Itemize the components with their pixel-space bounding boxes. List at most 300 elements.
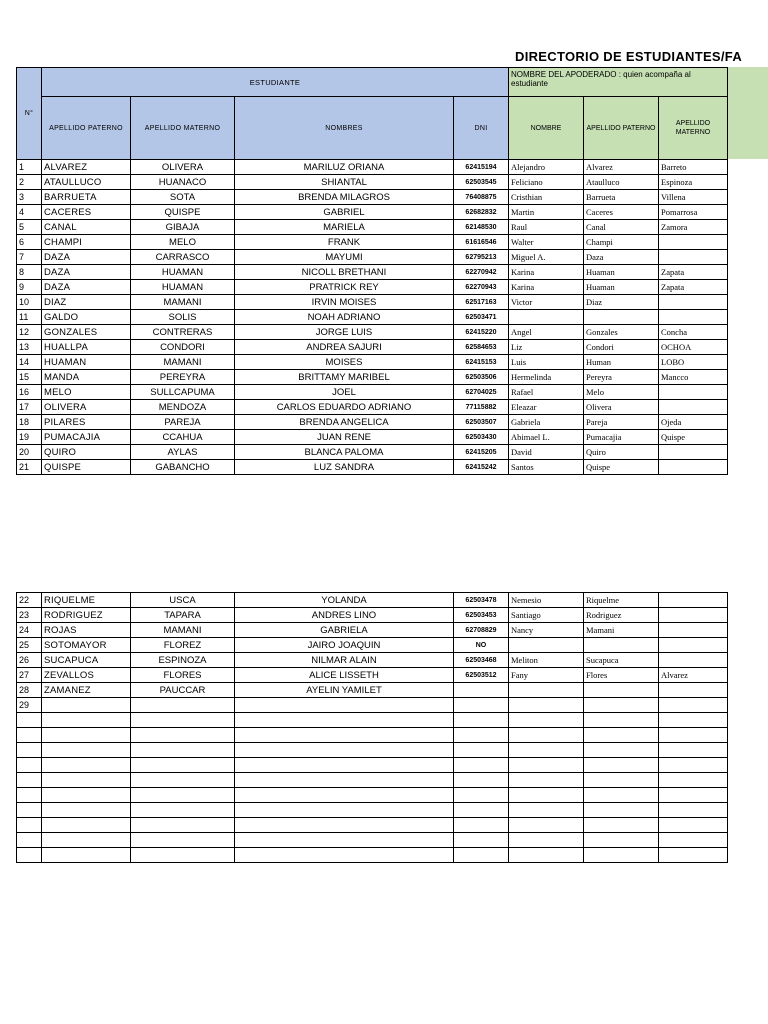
apellido-materno-cell: PAUCCAR: [131, 683, 235, 698]
apellido-materno-cell: AYLAS: [131, 445, 235, 460]
apoderado-materno-cell: Zapata: [659, 265, 728, 280]
bottom-rows: [17, 593, 728, 863]
apellido-materno-cell: USCA: [131, 593, 235, 608]
apoderado-nombre-cell: Luis: [509, 355, 584, 370]
dni-cell: 62415153: [454, 355, 509, 370]
nombres-cell: NOAH ADRIANO: [235, 310, 454, 325]
nombres-cell: ALICE LISSETH: [235, 668, 454, 683]
apellido-materno-cell: [131, 833, 235, 848]
nombres-cell: [235, 833, 454, 848]
apellido-paterno-cell: [42, 743, 131, 758]
row-number: 5: [17, 220, 42, 235]
table-row: [17, 818, 728, 833]
apellido-paterno-cell: MELO: [42, 385, 131, 400]
header-ap-materno: APELLIDO MATERNO: [659, 97, 728, 160]
apellido-paterno-cell: SUCAPUCA: [42, 653, 131, 668]
apoderado-paterno-cell: [584, 758, 659, 773]
apellido-paterno-cell: ALVAREZ: [42, 160, 131, 175]
dni-cell: 62682832: [454, 205, 509, 220]
dni-cell: 62503478: [454, 593, 509, 608]
apoderado-nombre-cell: Gabriela: [509, 415, 584, 430]
table-row: [17, 370, 728, 385]
table-row: [17, 280, 728, 295]
nombres-cell: LUZ SANDRA: [235, 460, 454, 475]
apoderado-nombre-cell: Raul: [509, 220, 584, 235]
apoderado-materno-cell: Quispe: [659, 430, 728, 445]
table-row: [17, 653, 728, 668]
apoderado-nombre-cell: Eleazar: [509, 400, 584, 415]
apoderado-paterno-cell: Sucapuca: [584, 653, 659, 668]
dni-cell: 62415194: [454, 160, 509, 175]
table-row: [17, 638, 728, 653]
dni-cell: [454, 683, 509, 698]
apoderado-materno-cell: [659, 773, 728, 788]
apellido-materno-cell: [131, 803, 235, 818]
header-dni: DNI: [454, 97, 509, 160]
apoderado-nombre-cell: [509, 698, 584, 713]
apoderado-materno-cell: Espinoza: [659, 175, 728, 190]
apellido-materno-cell: TAPARA: [131, 608, 235, 623]
row-number: 18: [17, 415, 42, 430]
header-nombre: NOMBRE: [509, 97, 584, 160]
page-title: DIRECTORIO DE ESTUDIANTES/FA: [515, 49, 743, 64]
row-number: 1: [17, 160, 42, 175]
apoderado-materno-cell: Zamora: [659, 220, 728, 235]
apoderado-paterno-cell: [584, 818, 659, 833]
table-row: [17, 415, 728, 430]
dni-cell: 62415242: [454, 460, 509, 475]
apoderado-materno-cell: [659, 593, 728, 608]
apellido-materno-cell: [131, 713, 235, 728]
apoderado-nombre-cell: Fany: [509, 668, 584, 683]
nombres-cell: CARLOS EDUARDO ADRIANO: [235, 400, 454, 415]
apoderado-materno-cell: [659, 713, 728, 728]
row-number: [17, 788, 42, 803]
apoderado-materno-cell: [659, 818, 728, 833]
apellido-paterno-cell: GONZALES: [42, 325, 131, 340]
apellido-paterno-cell: BARRUETA: [42, 190, 131, 205]
dni-cell: 62503506: [454, 370, 509, 385]
nombres-cell: SHIANTAL: [235, 175, 454, 190]
nombres-cell: [235, 743, 454, 758]
table-row: [17, 295, 728, 310]
row-number: 21: [17, 460, 42, 475]
apellido-materno-cell: FLORES: [131, 668, 235, 683]
apellido-paterno-cell: [42, 713, 131, 728]
apoderado-paterno-cell: Quispe: [584, 460, 659, 475]
apellido-paterno-cell: QUIRO: [42, 445, 131, 460]
row-number: 8: [17, 265, 42, 280]
apellido-materno-cell: CCAHUA: [131, 430, 235, 445]
apoderado-paterno-cell: [584, 788, 659, 803]
table-row: [17, 833, 728, 848]
apoderado-nombre-cell: [509, 803, 584, 818]
apellido-materno-cell: CONDORI: [131, 340, 235, 355]
table-row: [17, 400, 728, 415]
dni-cell: [454, 818, 509, 833]
apellido-materno-cell: MELO: [131, 235, 235, 250]
apoderado-paterno-cell: [584, 310, 659, 325]
apellido-materno-cell: MENDOZA: [131, 400, 235, 415]
apoderado-materno-cell: [659, 848, 728, 863]
row-number: [17, 818, 42, 833]
row-number: [17, 758, 42, 773]
apellido-paterno-cell: CHAMPI: [42, 235, 131, 250]
apoderado-materno-cell: Villena: [659, 190, 728, 205]
dni-cell: [454, 803, 509, 818]
apellido-materno-cell: ESPINOZA: [131, 653, 235, 668]
apoderado-nombre-cell: [509, 310, 584, 325]
table-row: [17, 340, 728, 355]
apellido-paterno-cell: CACERES: [42, 205, 131, 220]
apellido-paterno-cell: [42, 698, 131, 713]
apoderado-nombre-cell: Cristhian: [509, 190, 584, 205]
students-table-top: [16, 67, 728, 475]
nombres-cell: ANDREA SAJURI: [235, 340, 454, 355]
apoderado-materno-cell: [659, 623, 728, 638]
row-number: 19: [17, 430, 42, 445]
apoderado-nombre-cell: Angel: [509, 325, 584, 340]
nombres-cell: BRENDA ANGELICA: [235, 415, 454, 430]
header-no: N°: [17, 68, 42, 160]
apellido-paterno-cell: ZAMANEZ: [42, 683, 131, 698]
table-row: [17, 220, 728, 235]
nombres-cell: [235, 803, 454, 818]
apellido-paterno-cell: DIAZ: [42, 295, 131, 310]
dni-cell: [454, 833, 509, 848]
dni-cell: [454, 788, 509, 803]
row-number: 22: [17, 593, 42, 608]
header-estudiante: ESTUDIANTE: [42, 68, 509, 97]
row-number: [17, 833, 42, 848]
table-row: [17, 460, 728, 475]
table-row: [17, 205, 728, 220]
nombres-cell: ANDRES LINO: [235, 608, 454, 623]
nombres-cell: [235, 758, 454, 773]
apoderado-materno-cell: [659, 310, 728, 325]
row-number: 11: [17, 310, 42, 325]
row-number: 26: [17, 653, 42, 668]
table-row: [17, 355, 728, 370]
apoderado-paterno-cell: Pumacajia: [584, 430, 659, 445]
row-number: 24: [17, 623, 42, 638]
row-number: 9: [17, 280, 42, 295]
apoderado-paterno-cell: [584, 683, 659, 698]
apoderado-paterno-cell: Caceres: [584, 205, 659, 220]
nombres-cell: JAIRO JOAQUIN: [235, 638, 454, 653]
apellido-materno-cell: [131, 848, 235, 863]
header-apellido-paterno: APELLIDO PATERNO: [42, 97, 131, 160]
nombres-cell: PRATRICK REY: [235, 280, 454, 295]
apoderado-materno-cell: Zapata: [659, 280, 728, 295]
dni-cell: NO: [454, 638, 509, 653]
apellido-paterno-cell: [42, 848, 131, 863]
row-number: 16: [17, 385, 42, 400]
apellido-materno-cell: [131, 743, 235, 758]
apellido-paterno-cell: HUALLPA: [42, 340, 131, 355]
dni-cell: [454, 743, 509, 758]
apoderado-materno-cell: [659, 788, 728, 803]
apoderado-header-extension: [727, 67, 768, 159]
nombres-cell: NILMAR ALAIN: [235, 653, 454, 668]
apellido-paterno-cell: [42, 728, 131, 743]
apoderado-materno-cell: Barreto: [659, 160, 728, 175]
apoderado-paterno-cell: [584, 773, 659, 788]
apellido-paterno-cell: ROJAS: [42, 623, 131, 638]
apellido-materno-cell: HUANACO: [131, 175, 235, 190]
nombres-cell: MOISES: [235, 355, 454, 370]
apoderado-materno-cell: Mancco: [659, 370, 728, 385]
dni-cell: 62584653: [454, 340, 509, 355]
apellido-materno-cell: [131, 728, 235, 743]
apoderado-paterno-cell: Canal: [584, 220, 659, 235]
apellido-paterno-cell: ATAULLUCO: [42, 175, 131, 190]
apoderado-materno-cell: [659, 445, 728, 460]
dni-cell: [454, 713, 509, 728]
apoderado-nombre-cell: [509, 683, 584, 698]
apoderado-materno-cell: [659, 400, 728, 415]
apoderado-paterno-cell: Flores: [584, 668, 659, 683]
dni-cell: 62415205: [454, 445, 509, 460]
row-number: 20: [17, 445, 42, 460]
apoderado-nombre-cell: Karina: [509, 265, 584, 280]
apoderado-materno-cell: [659, 608, 728, 623]
row-number: 15: [17, 370, 42, 385]
apoderado-materno-cell: [659, 683, 728, 698]
table-row: [17, 250, 728, 265]
apellido-materno-cell: [131, 698, 235, 713]
apoderado-paterno-cell: Condori: [584, 340, 659, 355]
apoderado-paterno-cell: [584, 638, 659, 653]
dni-cell: [454, 728, 509, 743]
table-row: [17, 683, 728, 698]
row-number: 4: [17, 205, 42, 220]
nombres-cell: JOEL: [235, 385, 454, 400]
apoderado-nombre-cell: Rafael: [509, 385, 584, 400]
apoderado-materno-cell: [659, 743, 728, 758]
apellido-paterno-cell: PILARES: [42, 415, 131, 430]
nombres-cell: MARILUZ ORIANA: [235, 160, 454, 175]
apoderado-paterno-cell: Olivera: [584, 400, 659, 415]
apoderado-paterno-cell: [584, 728, 659, 743]
table-row: [17, 713, 728, 728]
row-number: 25: [17, 638, 42, 653]
apoderado-nombre-cell: [509, 818, 584, 833]
apellido-materno-cell: FLOREZ: [131, 638, 235, 653]
row-number: 23: [17, 608, 42, 623]
apoderado-nombre-cell: Nemesio: [509, 593, 584, 608]
table-row: [17, 265, 728, 280]
apoderado-materno-cell: [659, 728, 728, 743]
apoderado-paterno-cell: Quiro: [584, 445, 659, 460]
header-nombres: NOMBRES: [235, 97, 454, 160]
dni-cell: 62503512: [454, 668, 509, 683]
dni-cell: 61616546: [454, 235, 509, 250]
apoderado-nombre-cell: [509, 773, 584, 788]
table-row: [17, 788, 728, 803]
apoderado-nombre-cell: Hermelinda: [509, 370, 584, 385]
nombres-cell: MAYUMI: [235, 250, 454, 265]
table-row: [17, 848, 728, 863]
apoderado-materno-cell: Concha: [659, 325, 728, 340]
apoderado-nombre-cell: Abimael L.: [509, 430, 584, 445]
apoderado-materno-cell: OCHOA: [659, 340, 728, 355]
apoderado-paterno-cell: [584, 698, 659, 713]
table-row: [17, 445, 728, 460]
dni-cell: 62708829: [454, 623, 509, 638]
apoderado-paterno-cell: Huaman: [584, 280, 659, 295]
table-row: [17, 593, 728, 608]
apoderado-materno-cell: [659, 803, 728, 818]
apoderado-paterno-cell: Pareja: [584, 415, 659, 430]
apoderado-nombre-cell: Walter: [509, 235, 584, 250]
students-table-bottom: [16, 592, 728, 863]
table-row: [17, 623, 728, 638]
row-number: [17, 728, 42, 743]
table-row: [17, 758, 728, 773]
apoderado-paterno-cell: Alvarez: [584, 160, 659, 175]
table-row: [17, 773, 728, 788]
apoderado-nombre-cell: [509, 638, 584, 653]
apellido-materno-cell: MAMANI: [131, 623, 235, 638]
apellido-paterno-cell: OLIVERA: [42, 400, 131, 415]
dni-cell: 62503468: [454, 653, 509, 668]
nombres-cell: [235, 728, 454, 743]
dni-cell: 62270943: [454, 280, 509, 295]
row-number: [17, 773, 42, 788]
row-number: 3: [17, 190, 42, 205]
row-number: 17: [17, 400, 42, 415]
apoderado-paterno-cell: Barrueta: [584, 190, 659, 205]
apellido-materno-cell: MAMANI: [131, 355, 235, 370]
apellido-paterno-cell: DAZA: [42, 250, 131, 265]
apoderado-paterno-cell: Ataulluco: [584, 175, 659, 190]
table-row: [17, 698, 728, 713]
header-apellido-materno: APELLIDO MATERNO: [131, 97, 235, 160]
apoderado-nombre-cell: Victor: [509, 295, 584, 310]
apoderado-nombre-cell: [509, 833, 584, 848]
apellido-paterno-cell: PUMACAJIA: [42, 430, 131, 445]
apellido-paterno-cell: GALDO: [42, 310, 131, 325]
nombres-cell: JUAN RENE: [235, 430, 454, 445]
row-number: [17, 713, 42, 728]
apellido-materno-cell: CARRASCO: [131, 250, 235, 265]
dni-cell: 62503545: [454, 175, 509, 190]
apoderado-paterno-cell: [584, 803, 659, 818]
row-number: [17, 803, 42, 818]
apellido-materno-cell: [131, 758, 235, 773]
table-row: [17, 803, 728, 818]
apellido-paterno-cell: [42, 773, 131, 788]
nombres-cell: JORGE LUIS: [235, 325, 454, 340]
apoderado-materno-cell: [659, 758, 728, 773]
apoderado-nombre-cell: Santiago: [509, 608, 584, 623]
apoderado-paterno-cell: Huaman: [584, 265, 659, 280]
table-row: [17, 385, 728, 400]
table-row: [17, 160, 728, 175]
apoderado-materno-cell: [659, 385, 728, 400]
nombres-cell: GABRIEL: [235, 205, 454, 220]
nombres-cell: FRANK: [235, 235, 454, 250]
apoderado-nombre-cell: Martin: [509, 205, 584, 220]
row-number: 6: [17, 235, 42, 250]
apellido-materno-cell: HUAMAN: [131, 265, 235, 280]
nombres-cell: [235, 788, 454, 803]
dni-cell: 62503453: [454, 608, 509, 623]
apoderado-nombre-cell: Feliciano: [509, 175, 584, 190]
apellido-materno-cell: QUISPE: [131, 205, 235, 220]
row-number: 2: [17, 175, 42, 190]
apoderado-nombre-cell: Miguel A.: [509, 250, 584, 265]
apoderado-nombre-cell: Nancy: [509, 623, 584, 638]
apoderado-nombre-cell: David: [509, 445, 584, 460]
apellido-paterno-cell: DAZA: [42, 280, 131, 295]
apoderado-nombre-cell: [509, 743, 584, 758]
dni-cell: 76408875: [454, 190, 509, 205]
apoderado-nombre-cell: [509, 848, 584, 863]
apoderado-nombre-cell: [509, 728, 584, 743]
apellido-paterno-cell: RIQUELME: [42, 593, 131, 608]
apoderado-nombre-cell: Santos: [509, 460, 584, 475]
nombres-cell: IRVIN MOISES: [235, 295, 454, 310]
dni-cell: 62148530: [454, 220, 509, 235]
dni-cell: [454, 773, 509, 788]
row-number: 27: [17, 668, 42, 683]
apoderado-nombre-cell: [509, 713, 584, 728]
nombres-cell: [235, 818, 454, 833]
apoderado-materno-cell: [659, 235, 728, 250]
apellido-materno-cell: GABANCHO: [131, 460, 235, 475]
apellido-materno-cell: SOTA: [131, 190, 235, 205]
nombres-cell: BLANCA PALOMA: [235, 445, 454, 460]
dni-cell: [454, 848, 509, 863]
top-rows: [17, 160, 728, 475]
row-number: [17, 743, 42, 758]
apellido-paterno-cell: CANAL: [42, 220, 131, 235]
nombres-cell: MARIELA: [235, 220, 454, 235]
apellido-paterno-cell: MANDA: [42, 370, 131, 385]
apoderado-nombre-cell: Alejandro: [509, 160, 584, 175]
nombres-cell: GABRIELA: [235, 623, 454, 638]
apellido-materno-cell: SOLIS: [131, 310, 235, 325]
apoderado-paterno-cell: [584, 743, 659, 758]
dni-cell: 62795213: [454, 250, 509, 265]
apoderado-paterno-cell: Mamani: [584, 623, 659, 638]
table-row: [17, 728, 728, 743]
apellido-materno-cell: GIBAJA: [131, 220, 235, 235]
dni-cell: 62517163: [454, 295, 509, 310]
apoderado-materno-cell: Alvarez: [659, 668, 728, 683]
table-row: [17, 190, 728, 205]
row-number: 29: [17, 698, 42, 713]
row-number: 12: [17, 325, 42, 340]
row-number: [17, 848, 42, 863]
apellido-paterno-cell: ZEVALLOS: [42, 668, 131, 683]
dni-cell: 62704025: [454, 385, 509, 400]
dni-cell: [454, 758, 509, 773]
apoderado-paterno-cell: [584, 713, 659, 728]
apoderado-nombre-cell: [509, 788, 584, 803]
apellido-materno-cell: [131, 818, 235, 833]
apoderado-paterno-cell: Melo: [584, 385, 659, 400]
nombres-cell: BRENDA MILAGROS: [235, 190, 454, 205]
apellido-materno-cell: SULLCAPUMA: [131, 385, 235, 400]
apellido-paterno-cell: [42, 758, 131, 773]
apoderado-materno-cell: Pomarrosa: [659, 205, 728, 220]
apoderado-materno-cell: [659, 250, 728, 265]
apoderado-nombre-cell: Meliton: [509, 653, 584, 668]
dni-cell: 62415220: [454, 325, 509, 340]
